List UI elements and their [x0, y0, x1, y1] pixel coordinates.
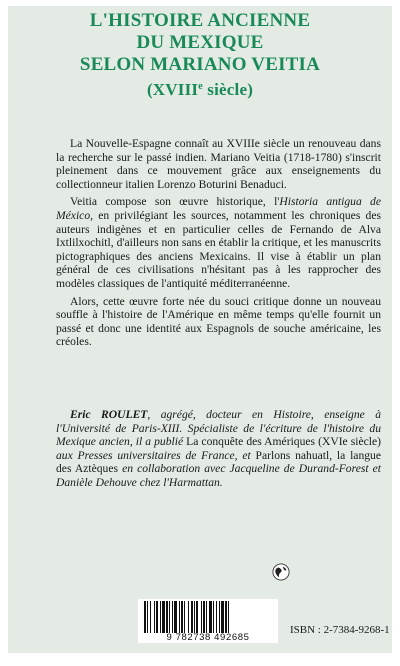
barcode-bar [196, 601, 198, 633]
barcode-bar [219, 601, 220, 633]
book-title [8, 10, 392, 101]
barcode-bar [162, 601, 165, 633]
barcode-bar [144, 601, 146, 633]
back-cover [8, 6, 392, 653]
barcode-bar [179, 601, 180, 633]
paragraph-2-start: Veitia compose son œuvre historique, l' [70, 195, 280, 209]
isbn: ISBN : 2-7384-9268-1 [290, 624, 390, 636]
barcode-bar [156, 601, 158, 633]
barcode-bar [174, 601, 177, 633]
barcode-bar [206, 601, 207, 633]
author-book-1: La conquête des Amériques (XVIe siècle) [186, 435, 381, 449]
barcode-bar [154, 601, 155, 633]
barcode-bar [191, 601, 193, 633]
barcode-bars [142, 601, 274, 633]
author-bio [56, 408, 381, 490]
barcode-bar [228, 601, 229, 633]
title-century [8, 76, 392, 101]
barcode-bar [166, 601, 168, 633]
century-open: (XVIII [146, 80, 199, 99]
barcode-bar [150, 601, 151, 633]
barcode-bar [209, 601, 212, 633]
barcode-bar [216, 601, 217, 633]
century-close: siècle) [202, 80, 254, 99]
barcode-bar [221, 601, 224, 633]
barcode-bar [201, 601, 202, 633]
barcode-bar [172, 601, 173, 633]
paragraph-2-work-title: Historia antigua de México [56, 195, 382, 222]
barcode-bar [160, 601, 161, 633]
barcode-bar [203, 601, 205, 633]
paragraph-1: La Nouvelle-Espagne connaît au XVIIIe siècle un renouveau dans la recherche sur le passé indien. Mariano Veitia (1718-1780) s'inscrit pleinement dans ce mouvement grâce aux enseignements du collectionneur italien Lorenzo Boturini Benaduci. [56, 137, 381, 191]
title-line-2: DU MEXIQUE [136, 32, 264, 53]
barcode-bar [188, 601, 189, 633]
description [56, 137, 381, 353]
paragraph-2 [56, 195, 381, 290]
author-bio-3: en collaboration avec Jacqueline de Durand-Forest et Danièle Dehouve chez l'Harmattan. [56, 462, 381, 489]
globe-logo-icon [272, 563, 290, 581]
barcode-bar [181, 601, 183, 633]
barcode-bar [184, 601, 185, 633]
author-book-2: Parlons nahuatl, la langue des Aztèques [56, 448, 381, 476]
author-name: Eric ROULET [70, 408, 148, 421]
barcode-number: 9 782738 492685 [166, 632, 250, 643]
barcode-bar [194, 601, 195, 633]
barcode [138, 599, 278, 643]
barcode-bar [169, 601, 170, 633]
barcode-bar [213, 601, 214, 633]
barcode-bar [147, 601, 148, 633]
title-line-3: SELON MARIANO VEITIA [79, 54, 321, 75]
author-bio-1: , agrégé, docteur en Histoire, enseigne à l'Université de Paris-XIII. Spécialiste de l'écriture de l'histoire du Mexique ancien, il a publié [56, 408, 381, 449]
paragraph-2-rest: , en privilégiant les sources, notamment les chroniques des auteurs indigènes et en particulier celles de Fernando de Alva Ixtlilxochitl, d'ailleurs non sans en établir la critique, et les manuscrits pictographiques des anciens Mexicains. Il vise à établir un plan général de ces civilisations n'hésitant pas à les rapprocher des modèles classiques de l'antiquité méditerranéenne. [56, 208, 381, 290]
title-line-1: L'HISTOIRE ANCIENNE [89, 10, 311, 31]
barcode-bar [225, 601, 227, 633]
paragraph-3: Alors, cette œuvre forte née du souci critique donne un nouveau souffle à l'histoire de l'Amérique en même temps qu'elle fournit un passé et donc une identité aux Espagnols de souche américaine, les créoles. [56, 294, 381, 349]
author-bio-2: aux Presses universitaires de France, et [56, 448, 256, 462]
century-sup: e [198, 81, 203, 92]
